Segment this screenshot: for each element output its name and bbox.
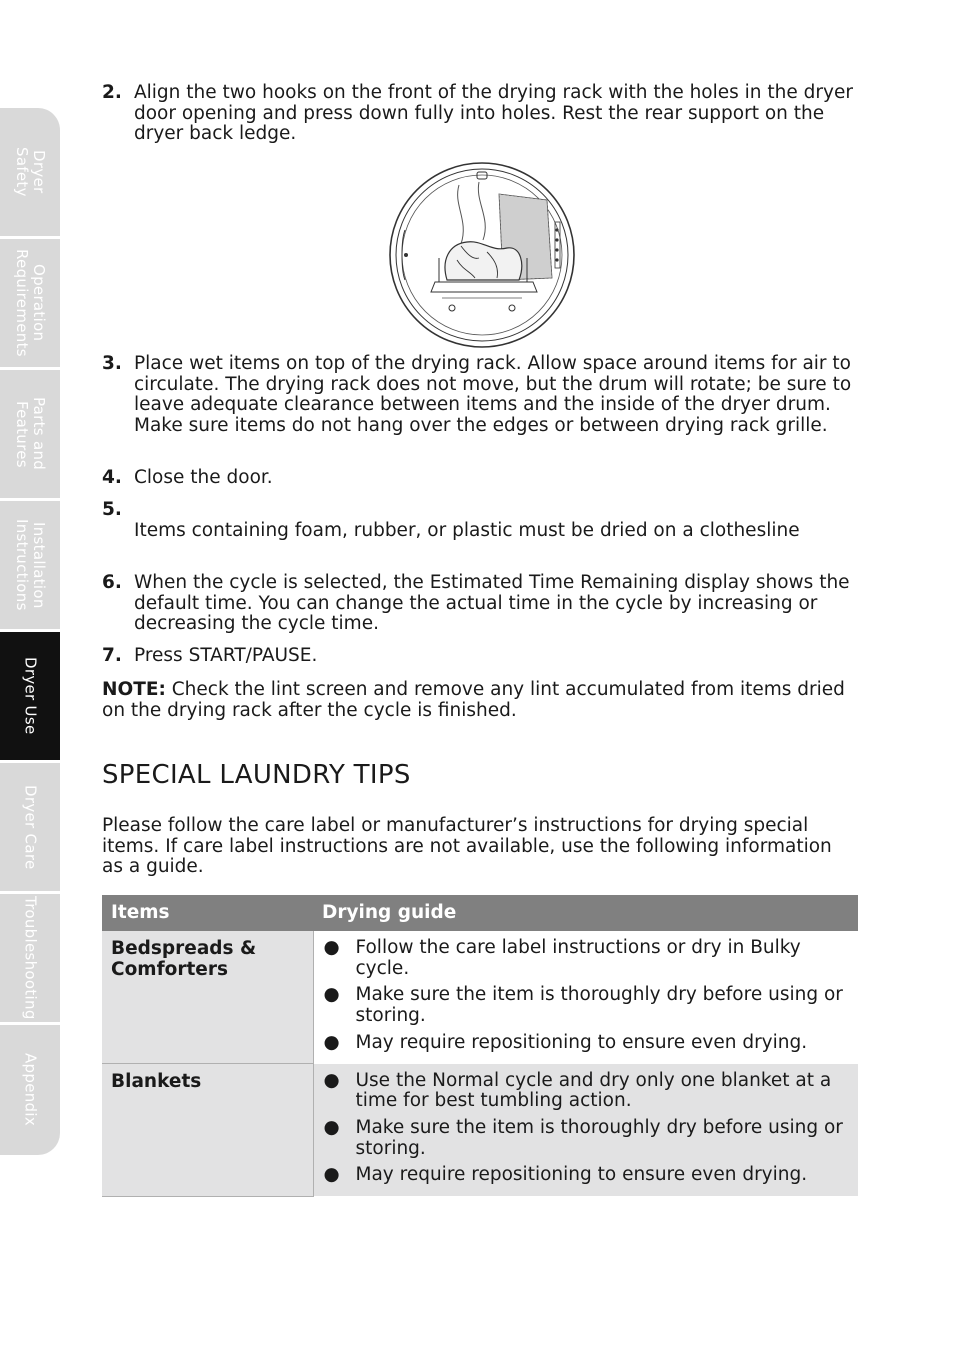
side-tab-label: Installation Instructions	[13, 519, 48, 611]
dryer-drum-illustration	[387, 160, 577, 350]
bullet-icon: ●	[323, 984, 340, 1006]
step-number: 3.	[102, 353, 122, 374]
item-cell: Blankets	[102, 1064, 313, 1197]
side-tab-dryer-safety[interactable]	[0, 108, 60, 238]
side-tab-parts-and-features[interactable]	[0, 370, 60, 500]
step-text: When the cycle is selected, the Estimated Time Remaining display shows the default time. You can change the actual time in the cycle by increasing or decreasing the cycle time.	[134, 572, 850, 635]
guide-text: May require repositioning to ensure even drying.	[355, 1031, 808, 1053]
side-tab-troubleshooting[interactable]	[0, 894, 60, 1024]
table-header-row	[102, 895, 858, 931]
note-text: Check the lint screen and remove any lint accumulated from items dried on the drying rack after the cycle is finished.	[102, 679, 845, 721]
section-title: SPECIAL LAUNDRY TIPS	[102, 760, 411, 790]
list-item	[324, 1165, 849, 1186]
step-4	[102, 468, 862, 489]
table-row	[102, 931, 858, 1064]
list-item	[324, 938, 849, 979]
note-paragraph	[102, 680, 862, 721]
guide-text: Make sure the item is thoroughly dry before using or storing.	[355, 1116, 843, 1159]
step-text: Press START/PAUSE.	[134, 645, 318, 666]
side-tab-label: Troubleshooting	[21, 896, 40, 1020]
bullet-icon: ●	[323, 1031, 340, 1053]
guide-list	[314, 1064, 859, 1197]
list-item	[324, 1071, 849, 1112]
bullet-icon: ●	[323, 1164, 340, 1186]
step-text: Align the two hooks on the front of the drying rack with the holes in the dryer door opening and press down fully into holes. Rest the rear support on the dryer back ledge.	[134, 82, 853, 145]
note-label: NOTE:	[102, 679, 166, 700]
guide-text: Make sure the item is thoroughly dry before using or storing.	[355, 984, 843, 1027]
side-tab-dryer-care[interactable]	[0, 763, 60, 893]
section-intro: Please follow the care label or manufacturer’s instructions for drying special items. If care label instructions are not available, use the following information as a guide.	[102, 815, 832, 878]
side-tab-dryer-use[interactable]	[0, 632, 60, 762]
list-item	[324, 1118, 849, 1159]
side-tab-label: Dryer Safety	[13, 147, 48, 197]
side-tab-installation-instructions[interactable]	[0, 501, 60, 631]
step-number: 7.	[102, 645, 122, 666]
side-tab-appendix[interactable]	[0, 1025, 60, 1155]
step-text: Items containing foam, rubber, or plastic must be dried on a clothesline	[134, 520, 800, 541]
item-cell: Bedspreads & Comforters	[102, 931, 313, 1064]
step-5	[102, 500, 862, 542]
table-row	[102, 1064, 858, 1197]
column-header-drying-guide: Drying guide	[313, 895, 858, 931]
list-item	[324, 1033, 849, 1054]
side-tab-operation-requirements[interactable]	[0, 239, 60, 369]
step-number: 5.	[102, 499, 122, 520]
step-3	[102, 354, 862, 437]
guide-text: May require repositioning to ensure even drying.	[355, 1164, 808, 1186]
step-7	[102, 646, 862, 667]
guide-cell	[313, 1064, 858, 1197]
guide-list	[314, 931, 859, 1064]
list-item	[324, 985, 849, 1026]
side-tab-label: Dryer Care	[21, 784, 40, 870]
step-number: 2.	[102, 82, 122, 103]
guide-text: Use the Normal cycle and dry only one blanket at a time for best tumbling action.	[355, 1069, 832, 1112]
guide-text: Follow the care label instructions or dry in Bulky cycle.	[355, 937, 801, 979]
step-number: 6.	[102, 572, 122, 593]
step-text: Place wet items on top of the drying rack. Allow space around items for air to circulate. The drying rack does not move, but the drum will rotate; be sure to leave adequate clearance between items and the inside of the dryer drum. Make sure items do not hang over the edges or between drying rack grille.	[134, 353, 852, 437]
side-tab-label: Parts and Features	[13, 397, 48, 471]
bullet-icon: ●	[323, 937, 340, 958]
drying-guide-table	[102, 895, 858, 1197]
column-header-items: Items	[102, 895, 313, 931]
side-tab-label: Dryer Use	[21, 657, 40, 735]
side-tab-label: Operation Requirements	[13, 249, 48, 357]
bullet-icon: ●	[323, 1116, 340, 1138]
step-6	[102, 573, 862, 635]
guide-cell	[313, 931, 858, 1064]
step-text: Close the door.	[134, 467, 273, 488]
step-number: 4.	[102, 467, 122, 488]
bullet-icon: ●	[323, 1069, 340, 1091]
side-tab-label: Appendix	[21, 1053, 40, 1127]
step-2	[102, 83, 862, 145]
